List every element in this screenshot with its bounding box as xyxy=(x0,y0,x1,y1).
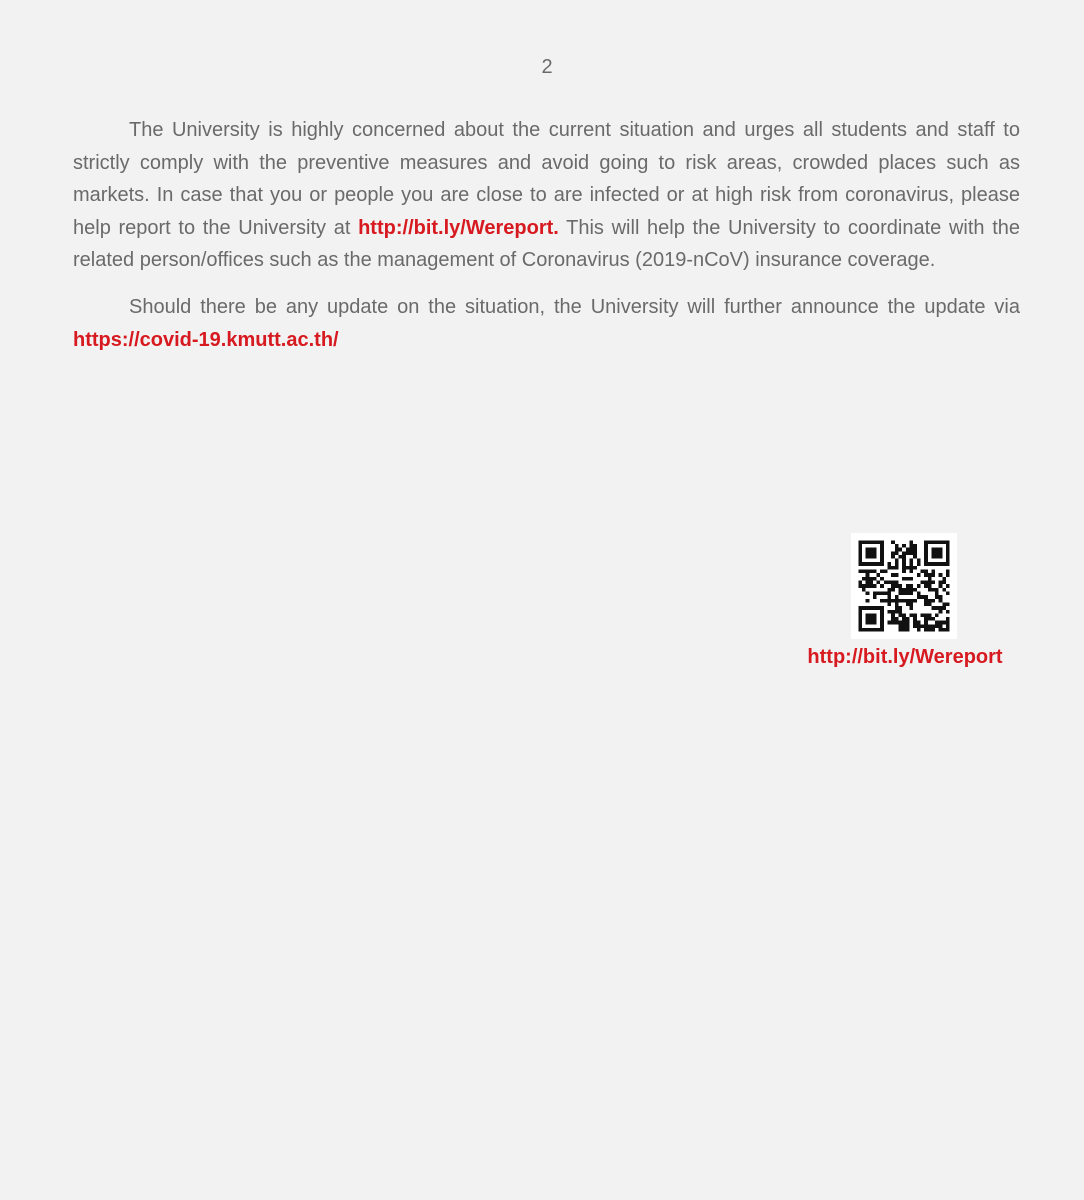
paragraph-update xyxy=(73,291,1020,356)
body-text xyxy=(73,114,1020,370)
qr-code-graphic xyxy=(851,533,957,639)
paragraph-report-text-start: The University is highly concerned about the current situation and urges all students and staff to strictly comply with the preventive measures and avoid going to risk areas, crowded places such as markets. In case that you or people you are close to are infected or at high risk from coronavirus, please help report to the University at xyxy=(73,119,1020,239)
page-number: 2 xyxy=(541,56,553,78)
qr-caption-link[interactable]: http://bit.ly/Wereport xyxy=(807,646,1003,668)
covid-site-link[interactable]: https://covid-19.kmutt.ac.th/ xyxy=(73,328,339,351)
paragraph-report xyxy=(73,114,1020,277)
qr-code-icon[interactable] xyxy=(851,533,957,639)
paragraph-report-text-end: This will help the University to coordinate with the related person/offices such as the management of Coronavirus (2019-nCoV) insurance coverage. xyxy=(73,216,1020,272)
paragraph-update-text: Should there be any update on the situation, the University will further announce the update via xyxy=(129,295,1020,318)
report-link[interactable]: http://bit.ly/Wereport. xyxy=(358,216,559,239)
